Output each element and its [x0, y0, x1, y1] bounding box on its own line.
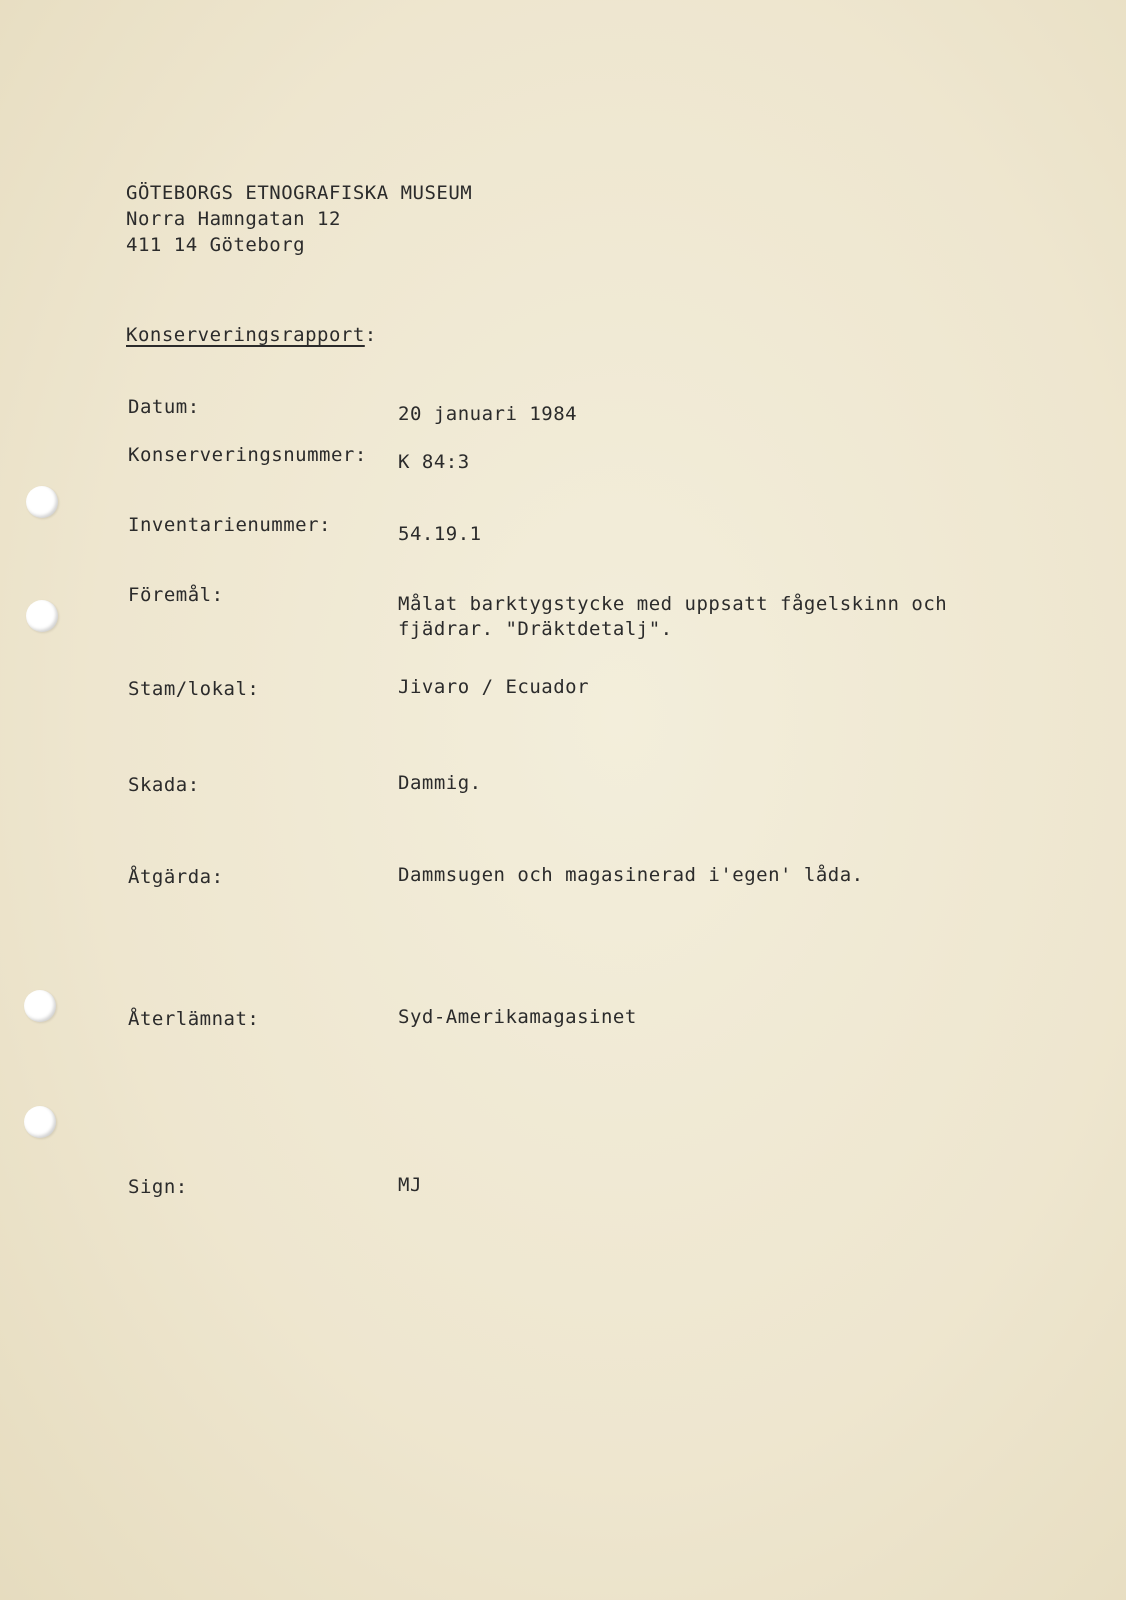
skada-label: Skada:	[128, 774, 200, 796]
atgarda-value: Dammsugen och magasinerad i'egen' låda.	[398, 864, 864, 886]
punch-hole	[26, 600, 58, 632]
inventarienummer-value: 54.19.1	[398, 523, 482, 545]
sign-value: MJ	[398, 1174, 422, 1196]
punch-hole	[26, 486, 58, 518]
konserveringsnummer-value: K 84:3	[398, 451, 470, 473]
atgarda-label: Åtgärda:	[128, 866, 224, 888]
street-address: Norra Hamngatan 12	[126, 208, 341, 230]
postal-address: 411 14 Göteborg	[126, 234, 306, 256]
report-title	[126, 324, 377, 346]
sign-label: Sign:	[128, 1176, 188, 1198]
skada-value: Dammig.	[398, 772, 482, 794]
stam-lokal-value: Jivaro / Ecuador	[398, 676, 590, 698]
datum-label: Datum:	[128, 396, 200, 418]
museum-letterhead	[126, 180, 472, 258]
foremal-value-line1: Målat barktygstycke med uppsatt fågelskinn och	[398, 593, 948, 615]
punch-hole	[24, 1106, 56, 1138]
museum-name: GÖTEBORGS ETNOGRAFISKA MUSEUM	[126, 182, 473, 204]
inventarienummer-label: Inventarienummer:	[128, 514, 331, 536]
aterlamnat-label: Återlämnat:	[128, 1008, 260, 1030]
punch-hole	[24, 990, 56, 1022]
report-title-text: Konserveringsrapport	[126, 324, 365, 346]
report-title-colon: :	[364, 324, 377, 346]
foremal-value-line2: fjädrar. "Dräktdetalj".	[398, 618, 673, 640]
stam-lokal-label: Stam/lokal:	[128, 678, 260, 700]
konserveringsnummer-label: Konserveringsnummer:	[128, 444, 367, 466]
aterlamnat-value: Syd-Amerikamagasinet	[398, 1006, 637, 1028]
foremal-value	[398, 592, 947, 642]
foremal-label: Föremål:	[128, 584, 224, 606]
datum-value: 20 januari 1984	[398, 403, 578, 425]
